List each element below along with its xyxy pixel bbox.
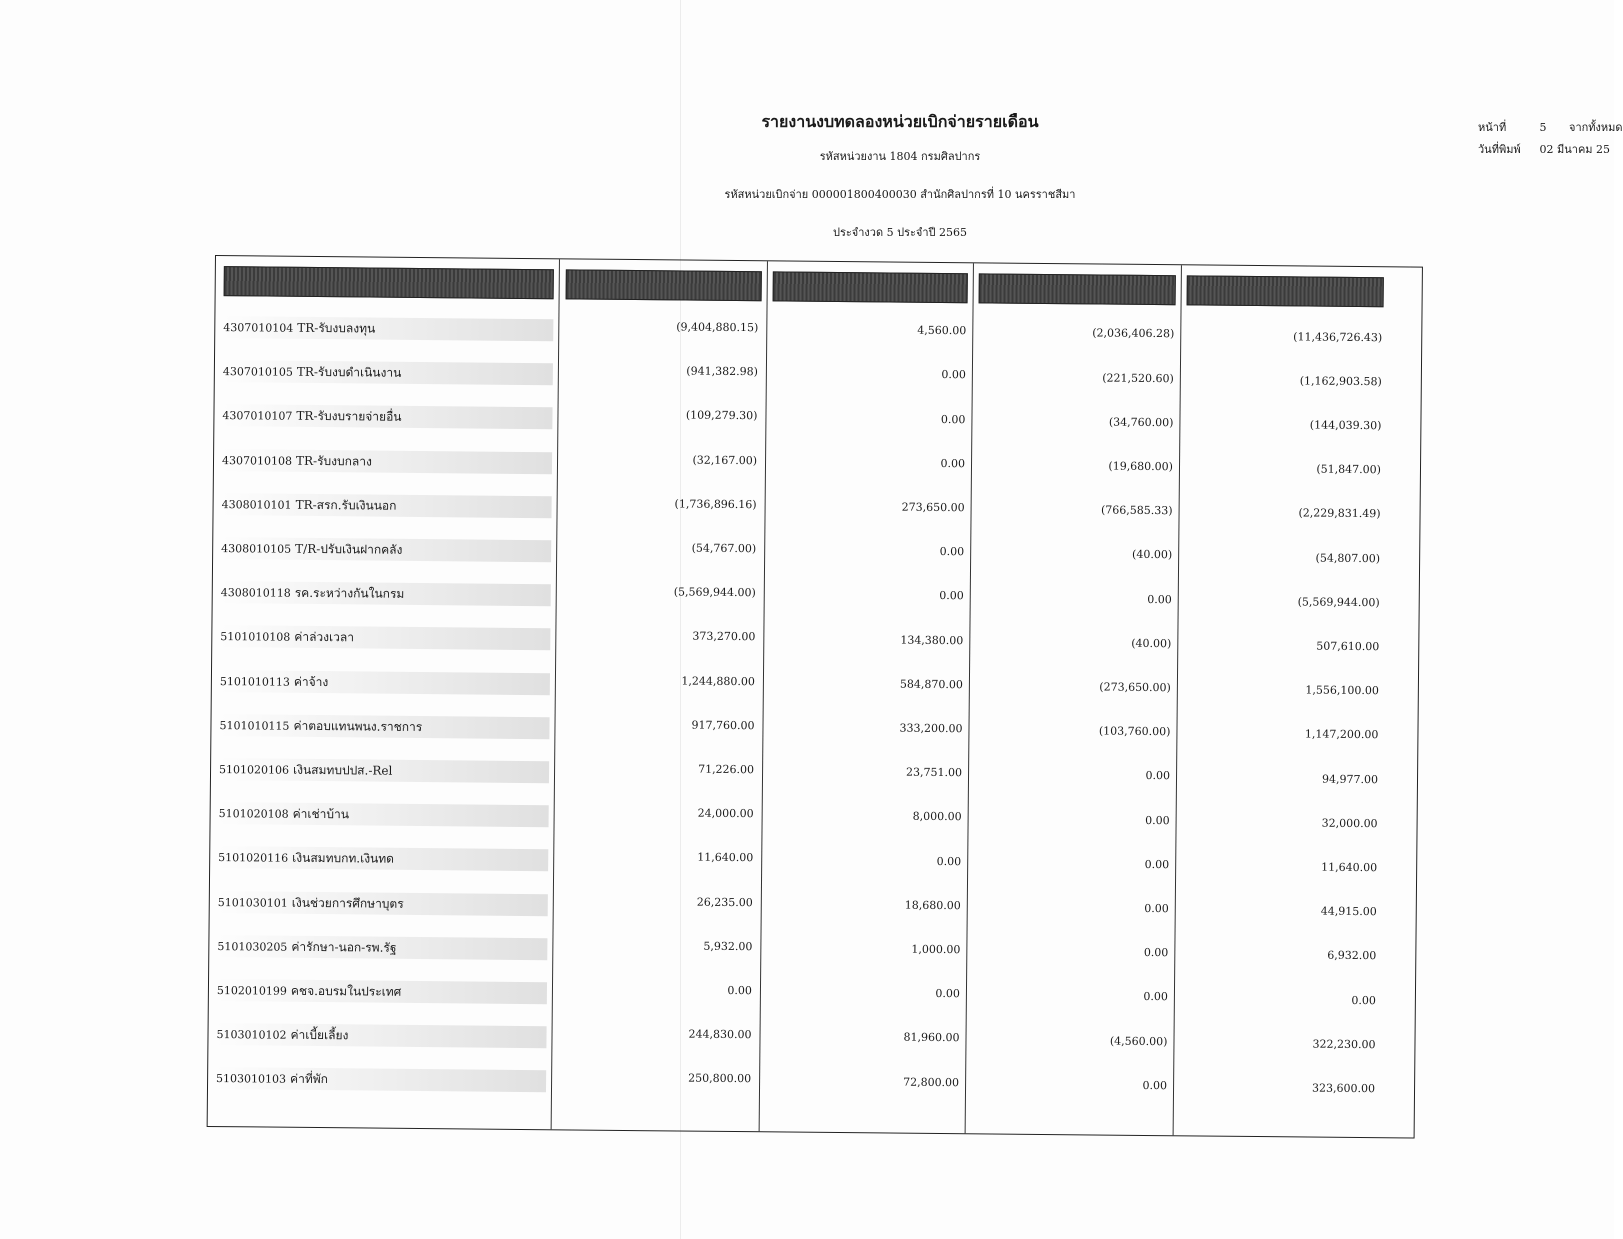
closing-balance: 6,932.00 [1327,949,1377,963]
account-cell [219,802,549,827]
account-cell [220,670,550,695]
account-cell [221,537,551,562]
account-description: TR-รับงบลงทุน [297,320,376,336]
debit-amount: 134,380.00 [900,633,964,647]
closing-balance: (11,436,726.43) [1293,329,1383,344]
account-description: เงินสมทบปปส.-Rel [292,762,393,778]
closing-balance: (144,039.30) [1309,418,1382,433]
credit-amount: (19,680.00) [1108,459,1174,474]
debit-amount: 1,000.00 [911,942,961,957]
opening-balance: 24,000.00 [697,806,754,821]
account-description: ค่าที่พัก [290,1072,329,1087]
period-line: ประจำงวด 5 ประจำปี 2565 [833,226,967,239]
column-header-account [224,266,554,299]
page-info [1478,117,1623,161]
credit-amount: 0.00 [1143,946,1169,960]
account-cell [217,979,547,1004]
credit-amount: 0.00 [1145,769,1171,783]
credit-amount: 0.00 [1143,990,1168,1004]
credit-amount: (273,650.00) [1099,680,1171,695]
debit-amount: 0.00 [939,589,964,603]
account-cell [222,404,552,429]
account-description: ค่าจ้าง [293,674,329,689]
opening-balance: 1,244,880.00 [681,674,755,688]
closing-balance: 32,000.00 [1321,816,1378,830]
account-description: รค.ระหว่างกันในกรม [294,585,405,602]
column-header-opening [566,269,762,301]
of-label: จากทั้งหมด [1569,121,1623,134]
closing-balance: (2,229,831.49) [1298,506,1381,521]
account-cell [223,360,553,385]
account-description: ค่าเบี้ยเลี้ยง [290,1027,349,1043]
closing-balance: 1,556,100.00 [1305,683,1379,698]
account-description: ค่าล่วงเวลา [294,630,355,645]
column-header-closing [1187,275,1384,307]
account-cell [219,758,549,783]
credit-amount: (34,760.00) [1108,415,1174,429]
credit-amount: 0.00 [1142,1078,1168,1092]
account-code: 5101020116 [218,851,289,866]
credit-amount: (4,560.00) [1109,1034,1168,1048]
credit-amount: (103,760.00) [1098,724,1171,739]
credit-amount: 0.00 [1144,901,1169,916]
debit-amount: 584,870.00 [899,677,963,691]
closing-balance: (5,569,944.00) [1297,595,1380,609]
credit-amount: 0.00 [1147,592,1172,606]
credit-amount: (2,036,406.28) [1092,326,1175,341]
opening-balance: 11,640.00 [697,851,754,865]
closing-balance: 507,610.00 [1316,639,1380,654]
account-code: 4308010118 [220,586,291,600]
debit-amount: 0.00 [940,412,966,426]
account-cell [221,581,551,606]
opening-balance: (54,767.00) [691,541,757,556]
debit-amount: 273,650.00 [901,500,965,515]
debit-amount: 333,200.00 [899,721,963,736]
closing-balance: 322,230.00 [1312,1037,1376,1051]
account-description: ค่ารักษา-นอก-รพ.รัฐ [291,939,397,955]
debit-amount: 0.00 [939,545,965,559]
credit-amount: (40.00) [1131,636,1172,650]
credit-amount: (766,585.33) [1100,503,1173,518]
opening-balance: (9,404,880.15) [676,320,759,335]
account-cell [218,891,548,916]
account-code: 4307010107 [222,409,293,424]
account-description: เงินสมทบกท.เงินทด [292,851,395,867]
print-date-label: วันที่พิมพ์ [1478,143,1521,156]
account-code: 5101030101 [217,895,288,910]
account-code: 4308010105 [221,542,292,556]
account-code: 5101020108 [218,807,289,821]
opening-balance: (1,736,896.16) [674,497,757,512]
credit-amount: 0.00 [1144,857,1170,871]
opening-balance: 373,270.00 [692,629,756,644]
page-label: หน้าที่ [1478,121,1507,134]
account-cell [220,625,550,650]
account-description: TR-สรก.รับเงินนอก [295,497,397,513]
account-code: 4307010104 [223,321,294,335]
print-date: 02 มีนาคม 25 [1539,143,1611,156]
agency-line: รหัสหน่วยงาน 1804 กรมศิลปากร [819,150,981,163]
account-cell [216,1023,546,1048]
debit-amount: 0.00 [935,987,961,1001]
account-code: 5101010113 [219,674,290,689]
account-code: 5103010103 [216,1072,287,1087]
report-header [640,110,1160,261]
closing-balance: 323,600.00 [1312,1081,1376,1096]
opening-balance: 244,830.00 [688,1027,752,1042]
print-date-line [1478,139,1623,161]
account-code: 5103010102 [216,1028,287,1042]
opening-balance: 71,226.00 [698,762,755,777]
account-code: 4307010105 [222,365,293,379]
credit-amount: (221,520.60) [1102,371,1174,385]
account-description: TR-รับงบดำเนินงาน [296,364,402,380]
column-header-debit [773,271,968,303]
opening-balance: (32,167.00) [692,453,758,467]
debit-amount: 18,680.00 [904,898,961,912]
account-code: 5101020106 [218,763,290,777]
page-number-line [1478,117,1623,139]
account-description: TR-รับงบกลาง [295,453,372,469]
report-title: รายงานงบทดลองหน่วยเบิกจ่ายรายเดือน [761,112,1039,131]
account-description: ค่าเช่าบ้าน [292,806,350,822]
account-code: 5101030205 [217,939,288,954]
debit-amount: 0.00 [941,368,966,382]
closing-balance: 44,915.00 [1320,904,1377,919]
opening-balance: 0.00 [727,983,753,998]
account-description: คชจ.อบรมในประเทศ [290,983,402,999]
closing-balance: (51,847.00) [1316,462,1382,477]
debit-amount: 8,000.00 [912,810,962,824]
account-cell [216,1067,546,1092]
account-code: 4308010101 [221,497,292,512]
disbursing-unit-line: รหัสหน่วยเบิกจ่าย 000001800400030 สำนักศิลปากรที่ 10 นครราชสีมา [724,188,1076,201]
debit-amount: 81,960.00 [903,1031,960,1045]
debit-amount: 4,560.00 [917,323,967,338]
account-code: 5101010115 [219,718,290,733]
account-cell [222,493,552,518]
account-description: ค่าตอบแทนพนง.ราชการ [293,718,423,734]
debit-amount: 23,751.00 [906,765,963,780]
debit-amount: 72,800.00 [903,1075,960,1089]
opening-balance: 250,800.00 [688,1071,752,1086]
account-cell [223,316,553,341]
closing-balance: 94,977.00 [1321,772,1379,786]
opening-balance: 917,760.00 [691,718,755,732]
trial-balance-table [207,255,1423,1139]
credit-amount: (40.00) [1132,548,1173,562]
opening-balance: (5,569,944.00) [673,585,756,600]
account-cell [219,714,549,739]
account-code: 5102010199 [216,984,287,998]
opening-balance: (109,279.30) [685,408,758,423]
column-header-credit [979,273,1176,305]
account-description: TR-รับงบรายจ่ายอื่น [296,409,402,425]
account-code: 4307010108 [221,453,293,468]
opening-balance: 26,235.00 [696,895,753,909]
account-cell [217,935,547,960]
debit-amount: 0.00 [940,456,966,470]
account-description: เงินช่วยการศึกษาบุตร [291,895,404,911]
closing-balance: 0.00 [1351,993,1376,1007]
closing-balance: 1,147,200.00 [1304,727,1379,742]
account-cell [218,846,548,871]
closing-balance: (1,162,903.58) [1299,374,1382,388]
opening-balance: (941,382.98) [686,364,758,379]
account-cell [222,449,552,474]
account-description: T/R-ปรับเงินฝากคลัง [295,541,403,557]
page-number: 5 [1539,121,1547,134]
closing-balance: (54,807.00) [1315,551,1381,565]
debit-amount: 0.00 [936,854,962,868]
account-code: 5101010108 [220,630,291,645]
credit-amount: 0.00 [1145,813,1170,827]
opening-balance: 5,932.00 [703,939,753,953]
closing-balance: 11,640.00 [1321,860,1378,875]
